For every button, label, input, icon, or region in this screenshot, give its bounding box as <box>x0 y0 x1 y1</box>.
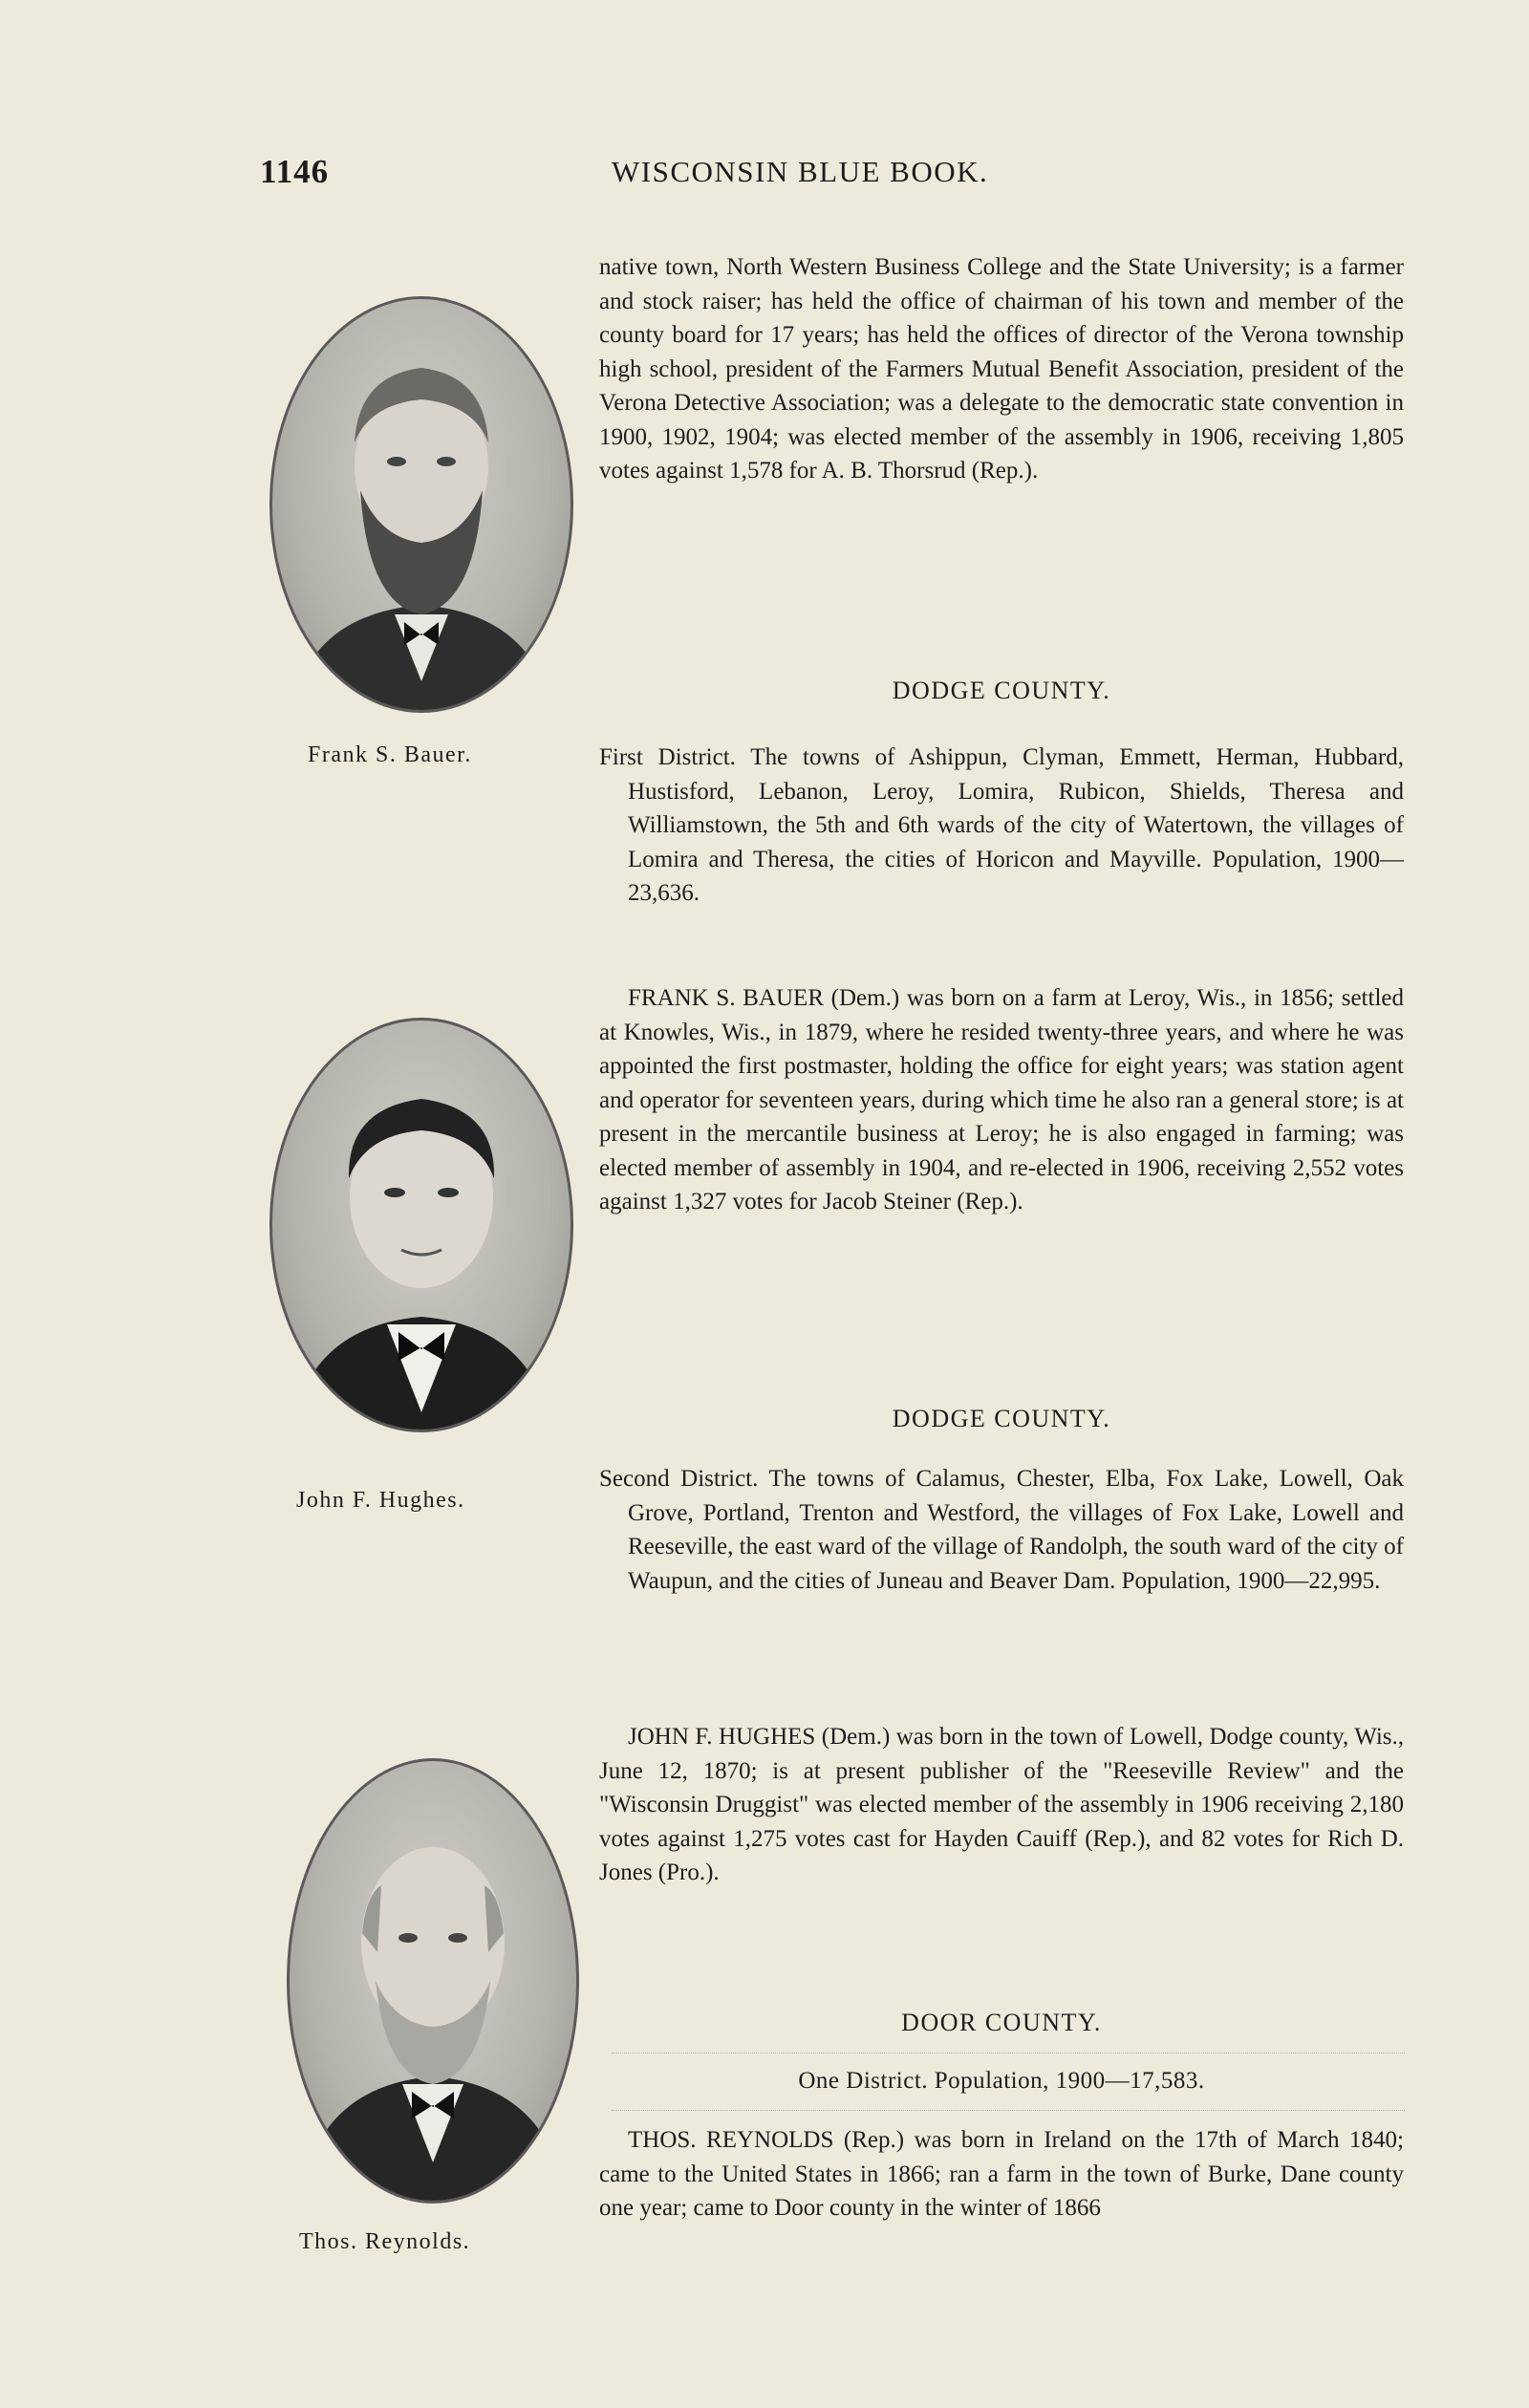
page-header <box>0 153 1529 201</box>
heading-door-county: DOOR COUNTY. <box>901 2009 1102 2036</box>
paragraph-hughes-bio: JOHN F. HUGHES (Dem.) was born in the town of Lowell, Dodge county, Wis., June 12, 1870; is at present publisher of the "Reeseville Review" and the "Wisconsin Druggist" was elected member of the assembly in 1906 receiving 2,180 votes against 1,275 votes cast for Hayden Cauiff (Rep.), and 82 votes for Rich D. Jones (Pro.). <box>599 1724 1404 1885</box>
heading-dodge-county-2: DODGE COUNTY. <box>892 1405 1111 1432</box>
paragraph-intro: native town, North Western Business College and the State University; is a farmer and stock raiser; has held the office of chairman of his town and member of the county board for 17 years; has held the offices of director of the Verona township high school, president of the Farmers Mutual Benefit Association, president of the Verona Detective Association; was a delegate to the democratic state convention in 1900, 1902, 1904; was elected member of the assembly in 1906, receiving 1,805 votes against 1,578 for A. B. Thorsrud (Rep.). <box>599 254 1404 484</box>
text-block-dodge-first-district <box>599 741 1404 911</box>
text-door-district: One District. Population, 1900—17,583. <box>798 2068 1205 2094</box>
paragraph-dodge-first-district: First District. The towns of Ashippun, Clyman, Emmett, Herman, Hubbard, Hustisford, Lebanon, Leroy, Lomira, Rubicon, Shields, Theresa and Williamstown, the 5th and 6th wards of the city of Watertown, the villages of Lomira and Theresa, the cities of Horicon and Mayville. Population, 1900—23,636. <box>599 744 1404 906</box>
portrait-thos-reynolds <box>287 1758 579 2204</box>
paragraph-bauer-bio: FRANK S. BAUER (Dem.) was born on a farm at Leroy, Wis., in 1856; settled at Knowles, Wis., in 1879, where he resided twenty-three years, and where he was appointed the first postmaster, holding the office for eight years; was station agent and operator for seventeen years, during which time he also ran a general store; is at present in the mercantile business at Leroy; he is also engaged in farming; was elected member of assembly in 1904, and re-elected in 1906, receiving 2,552 votes against 1,327 votes for Jacob Steiner (Rep.). <box>599 985 1404 1215</box>
paragraph-dodge-second-district: Second District. The towns of Calamus, Chester, Elba, Fox Lake, Lowell, Oak Grove, Portland, Trenton and Westford, the villages of Fox Lake, Lowell and Reeseville, the east ward of the village of Randolph, the south ward of the city of Waupun, and the cities of Juneau and Beaver Dam. Population, 1900—22,995. <box>599 1466 1404 1594</box>
portrait-elderly-man-image <box>290 1761 576 2201</box>
page-number: 1146 <box>260 153 330 190</box>
paragraph-reynolds-bio: THOS. REYNOLDS (Rep.) was born in Ireland on the 17th of March 1840; came to the United States in 1866; ran a farm in the town of Burke, Dane county one year; came to Door county in the winter of 1866 <box>599 2127 1404 2221</box>
dotted-rule-top <box>612 2053 1405 2063</box>
heading-dodge-county-1: DODGE COUNTY. <box>892 677 1111 704</box>
portrait-young-man-image <box>272 1021 571 1430</box>
text-block-reynolds-bio <box>599 2123 1404 2225</box>
text-block-intro <box>599 250 1404 488</box>
running-title: WISCONSIN BLUE BOOK. <box>612 155 989 188</box>
portrait-john-f-hughes <box>269 1018 573 1432</box>
dotted-rule-bottom <box>612 2110 1405 2120</box>
text-block-hughes-bio <box>599 1720 1404 1890</box>
caption-hughes: John F. Hughes. <box>296 1488 465 1513</box>
text-block-dodge-second-district <box>599 1462 1404 1598</box>
text-block-bauer-bio <box>599 981 1404 1219</box>
portrait-frank-s-bauer <box>269 296 573 713</box>
caption-reynolds: Thos. Reynolds. <box>299 2229 471 2254</box>
portrait-bearded-man-image <box>272 299 571 710</box>
caption-bauer: Frank S. Bauer. <box>308 742 472 767</box>
